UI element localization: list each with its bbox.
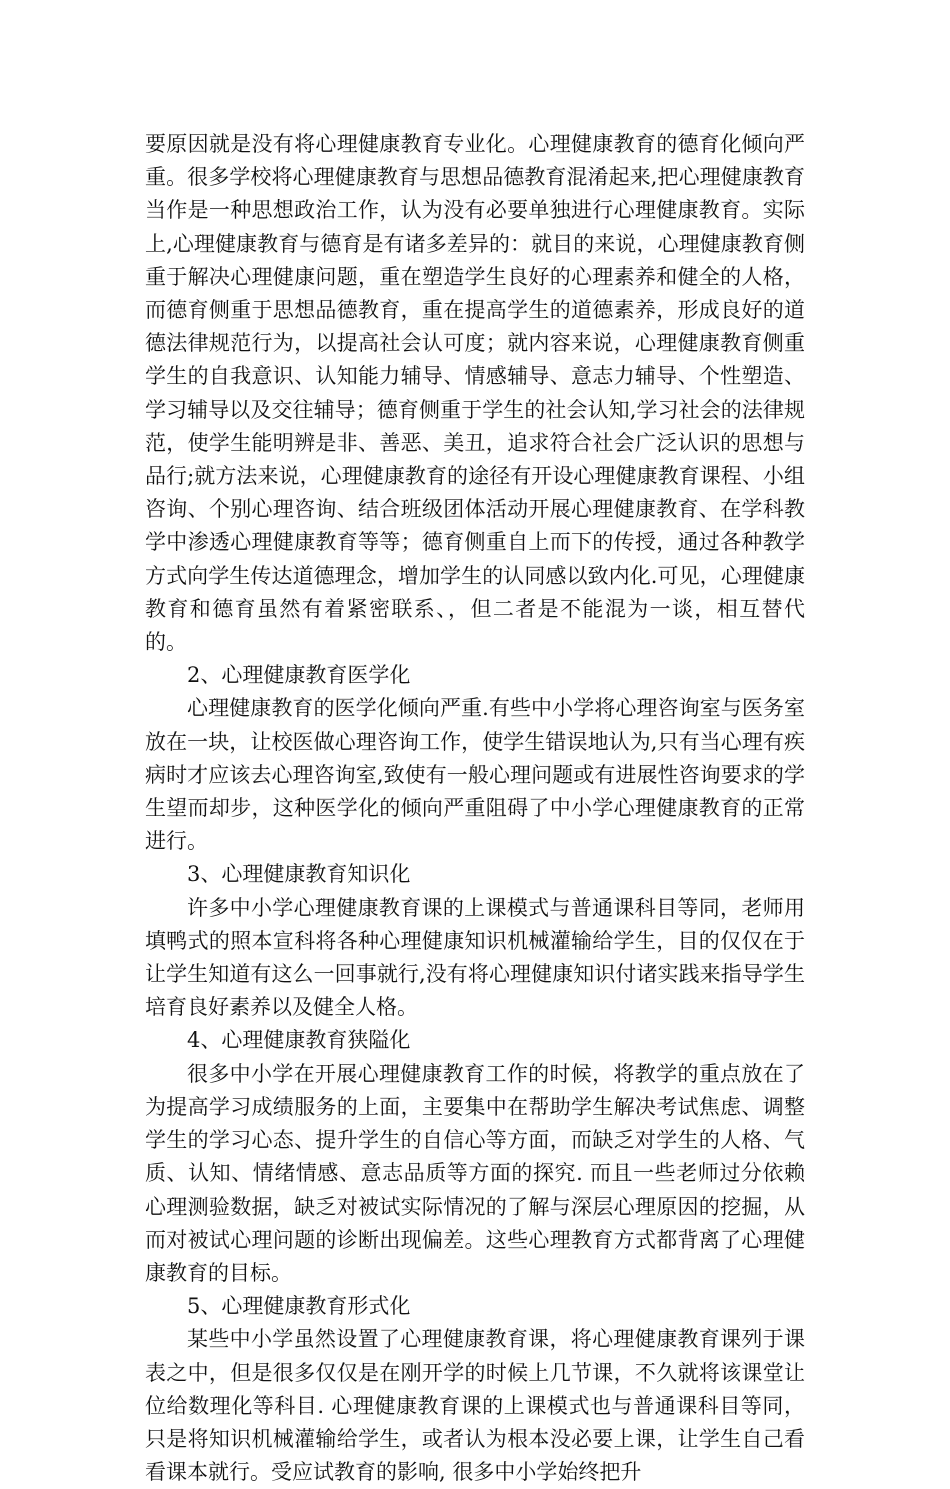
section-heading-3: 3、心理健康教育知识化 <box>187 862 411 887</box>
document-page <box>145 128 805 1489</box>
section-heading-4: 4、心理健康教育狭隘化 <box>187 1028 411 1053</box>
body-paragraph-4: 很多中小学在开展心理健康教育工作的时候，将教学的重点放在了为提高学习成绩服务的上面，主要集中在帮助学生解决考试焦虑、调整学生的学习心态、提升学生的自信心等方面，而缺乏对学生的人格、气质、认知、情绪情感、意志品质等方面的探究. 而且一些老师过分依赖心理测验数据，缺乏对被试实际情况的了解与深层心理原因的挖掘，从而对被试心理问题的诊断出现偏差。这些心理教育方式都背离了心理健康教育的目标。 <box>145 1061 805 1285</box>
section-heading-2: 2、心理健康教育医学化 <box>187 663 411 688</box>
section-heading-5: 5、心理健康教育形式化 <box>187 1294 411 1319</box>
body-paragraph-3: 许多中小学心理健康教育课的上课模式与普通课科目等同，老师用填鸭式的照本宣科将各种心理健康知识机械灌输给学生，目的仅仅在于让学生知道有这么一回事就行,没有将心理健康知识付诸实践来指导学生培育良好素养以及健全人格。 <box>145 895 805 1020</box>
body-paragraph-5: 某些中小学虽然设置了心理健康教育课，将心理健康教育课列于课表之中，但是很多仅仅是在刚开学的时候上几节课，不久就将该课堂让位给数理化等科目. 心理健康教育课的上课模式也与普通课科目等同，只是将知识机械灌输给学生，或者认为根本没必要上课，让学生自己看看课本就行。受应试教育的影响, 很多中小学始终把升 <box>145 1327 805 1485</box>
body-paragraph-1: 要原因就是没有将心理健康教育专业化。心理健康教育的德育化倾向严重。很多学校将心理健康教育与思想品德教育混淆起来,把心理健康教育当作是一种思想政治工作，认为没有必要单独进行心理健康教育。实际上,心理健康教育与德育是有诸多差异的：就目的来说，心理健康教育侧重于解决心理健康问题，重在塑造学生良好的心理素养和健全的人格，而德育侧重于思想品德教育，重在提高学生的道德素养，形成良好的道德法律规范行为，以提高社会认可度；就内容来说，心理健康教育侧重学生的自我意识、认知能力辅导、情感辅导、意志力辅导、个性塑造、学习辅导以及交往辅导；德育侧重于学生的社会认知,学习社会的法律规范，使学生能明辨是非、善恶、美丑，追求符合社会广泛认识的思想与品行;就方法来说，心理健康教育的途径有开设心理健康教育课程、小组咨询、个别心理咨询、结合班级团体活动开展心理健康教育、在学科教学中渗透心理健康教育等等；德育侧重自上而下的传授，通过各种教学方式向学生传达道德理念，增加学生的认同感以致内化.可见，心理健康教育和德育虽然有着紧密联系、，但二者是不能混为一谈，相互替代的。 <box>145 132 805 655</box>
body-paragraph-2: 心理健康教育的医学化倾向严重.有些中小学将心理咨询室与医务室放在一块，让校医做心理咨询工作，使学生错误地认为,只有当心理有疾病时才应该去心理咨询室,致使有一般心理问题或有进展性咨询要求的学生望而却步，这种医学化的倾向严重阻碍了中小学心理健康教育的正常进行。 <box>145 696 805 854</box>
